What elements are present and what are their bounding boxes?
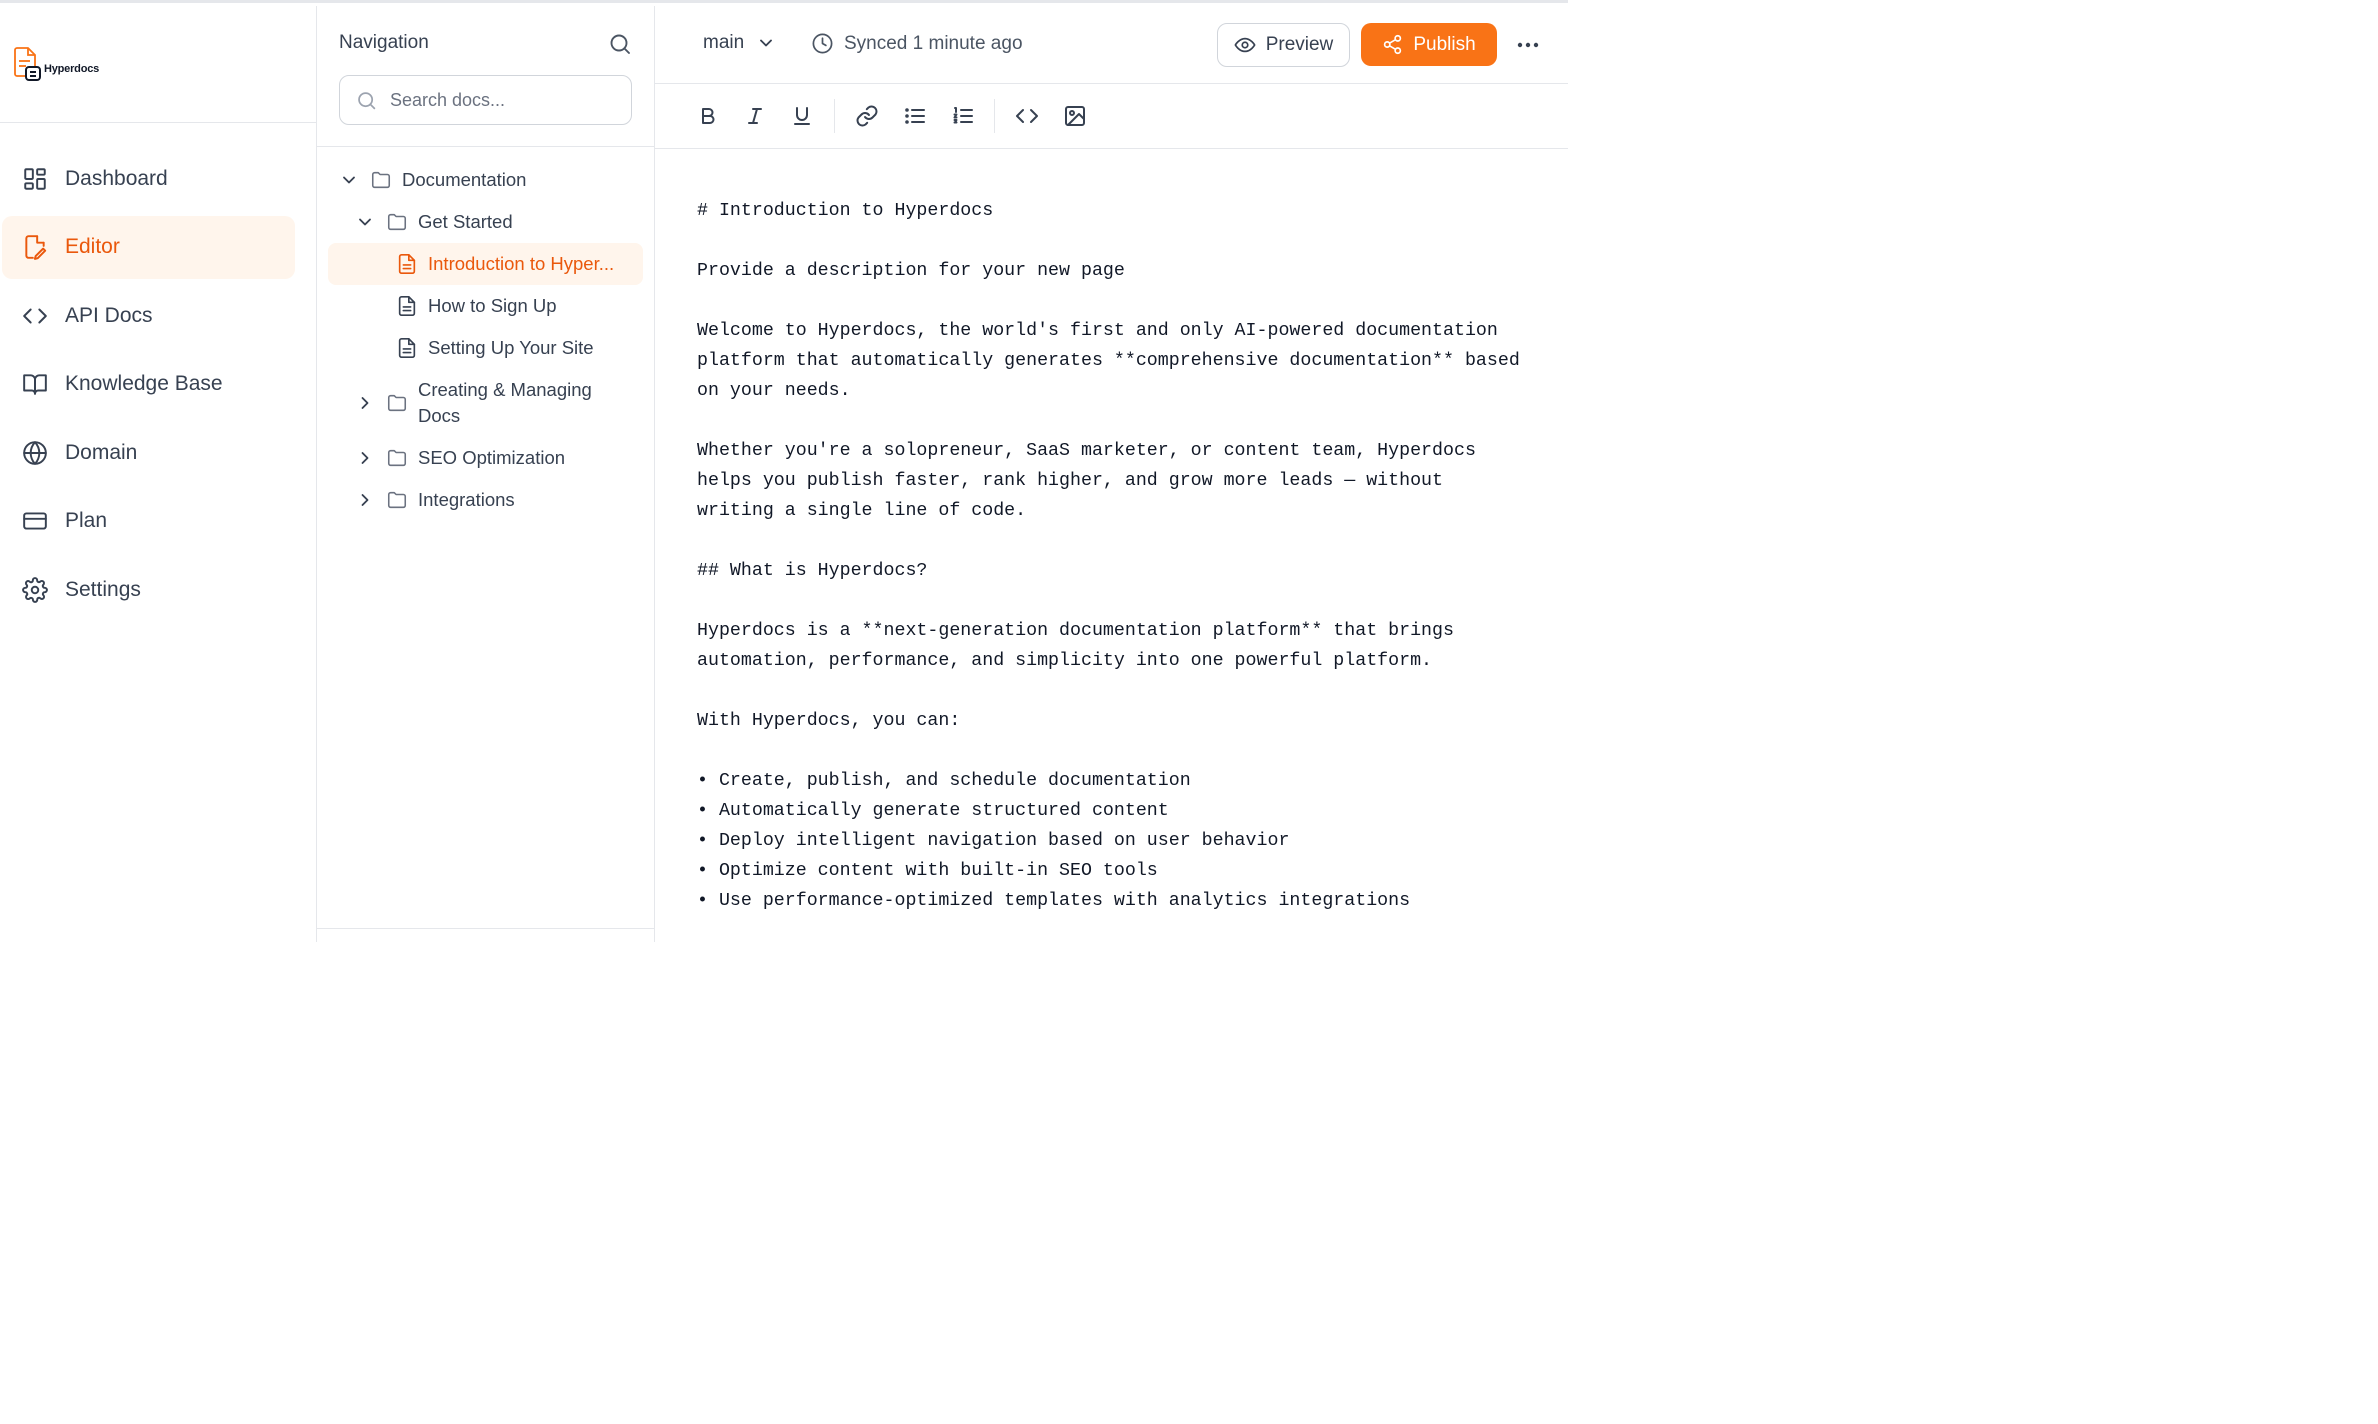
- tree-item-label: Get Started: [418, 211, 513, 232]
- editor-line: [697, 226, 1548, 256]
- branch-label: main: [703, 32, 745, 53]
- editor-line: With Hyperdocs, you can:: [697, 711, 961, 731]
- search-docs-field[interactable]: [339, 75, 632, 125]
- toolbar-divider: [994, 99, 995, 133]
- tree-folder-creating-managing-docs[interactable]: [317, 369, 654, 437]
- search-docs-input[interactable]: [390, 90, 610, 111]
- editor-line: • Use performance-optimized templates with analytics integrations: [697, 891, 1411, 911]
- formatting-toolbar: [655, 84, 1568, 149]
- code-icon: [22, 303, 48, 329]
- sidebar-item-label: Knowledge Base: [65, 372, 223, 395]
- editor-line: [697, 736, 1548, 766]
- editor-line: helps you publish faster, rank higher, and grow more leads — without: [697, 471, 1443, 491]
- editor-line: ## What is Hyperdocs?: [697, 561, 928, 581]
- eye-icon: [1234, 34, 1256, 56]
- sidebar-item-api-docs[interactable]: [2, 284, 295, 347]
- editor-line: • Create, publish, and schedule documentation: [697, 771, 1191, 791]
- editor-line: [697, 526, 1548, 556]
- clock-icon: [811, 32, 834, 55]
- editor-line: • Deploy intelligent navigation based on user behavior: [697, 831, 1290, 851]
- document-icon: [396, 337, 418, 359]
- editor-line: [697, 406, 1548, 436]
- sidebar-item-label: API Docs: [65, 303, 153, 327]
- tree-page-introduction[interactable]: [328, 243, 643, 285]
- editor-line: Welcome to Hyperdocs, the world's first and only AI-powered documentation: [697, 321, 1498, 341]
- tree-item-label: Integrations: [418, 489, 515, 510]
- tree-item-label: Setting Up Your Site: [428, 337, 594, 358]
- sidebar-item-knowledge-base[interactable]: [2, 353, 295, 416]
- link-icon[interactable]: [855, 104, 879, 128]
- search-icon[interactable]: [608, 32, 632, 56]
- tree-item-label: Introduction to Hyper...: [428, 253, 615, 274]
- chevron-down-icon[interactable]: [355, 212, 375, 232]
- chevron-down-icon[interactable]: [339, 170, 359, 190]
- editor-line: Whether you're a solopreneur, SaaS marketer, or content team, Hyperdocs: [697, 441, 1476, 461]
- chevron-down-icon: [756, 33, 776, 53]
- tree-folder-integrations[interactable]: [317, 479, 654, 521]
- tree-title: Navigation: [339, 32, 429, 53]
- folder-icon: [386, 392, 408, 414]
- numbered-list-icon[interactable]: [951, 104, 975, 128]
- main-sidebar: [0, 6, 317, 942]
- editor-line: Provide a description for your new page: [697, 261, 1125, 281]
- folder-icon: [386, 211, 408, 233]
- docs-tree: [317, 147, 654, 521]
- sidebar-item-label: Dashboard: [65, 166, 168, 190]
- sync-status: [811, 32, 1023, 55]
- publish-button[interactable]: [1361, 23, 1497, 66]
- tree-item-label: SEO Optimization: [418, 447, 566, 468]
- editor-line: • Automatically generate structured content: [697, 801, 1169, 821]
- tree-page-setting-up-your-site[interactable]: [317, 327, 654, 369]
- editor-line: platform that automatically generates **comprehensive documentation** based: [697, 351, 1520, 371]
- branch-selector[interactable]: [703, 32, 776, 54]
- editor-line: writing a single line of code.: [697, 501, 1027, 521]
- editor-line: [697, 676, 1548, 706]
- gear-icon: [22, 577, 48, 603]
- editor-line: [697, 586, 1548, 616]
- sidebar-item-label: Editor: [65, 235, 120, 258]
- tree-item-label: How to Sign Up: [428, 295, 557, 316]
- sidebar-item-label: Domain: [65, 440, 138, 464]
- editor-line: # Introduction to Hyperdocs: [697, 201, 994, 221]
- editor-line: on your needs.: [697, 381, 851, 401]
- document-icon: [396, 253, 418, 275]
- publish-button-label: Publish: [1413, 33, 1476, 55]
- editor-line: • Optimize content with built-in SEO tools: [697, 861, 1158, 881]
- italic-icon[interactable]: [743, 104, 767, 128]
- globe-icon: [22, 440, 48, 466]
- dashboard-icon: [22, 166, 48, 192]
- tree-folder-get-started[interactable]: [317, 201, 654, 243]
- document-icon: [396, 295, 418, 317]
- preview-button-label: Preview: [1265, 34, 1334, 55]
- sidebar-item-editor[interactable]: [2, 216, 295, 279]
- toolbar-divider: [834, 99, 835, 133]
- sidebar-item-label: Plan: [65, 509, 108, 532]
- sidebar-item-plan[interactable]: [2, 490, 295, 553]
- editor-line: automation, performance, and simplicity into one powerful platform.: [697, 651, 1433, 671]
- editor-line: [697, 286, 1548, 316]
- bold-icon[interactable]: [696, 104, 720, 128]
- chevron-right-icon[interactable]: [355, 448, 375, 468]
- image-icon[interactable]: [1063, 104, 1087, 128]
- sync-status-text: Synced 1 minute ago: [844, 32, 1023, 54]
- docs-navigation-panel: [317, 6, 655, 942]
- bullet-list-icon[interactable]: [903, 104, 927, 128]
- share-icon: [1382, 34, 1403, 55]
- search-icon: [356, 90, 377, 111]
- tree-folder-documentation[interactable]: [317, 159, 654, 201]
- sidebar-item-dashboard[interactable]: [2, 147, 295, 210]
- tree-folder-seo-optimization[interactable]: [317, 437, 654, 479]
- tree-item-label: Documentation: [402, 169, 527, 190]
- code-icon[interactable]: [1015, 104, 1039, 128]
- editor-icon: [22, 234, 48, 260]
- tree-item-label: Creating & Managing Docs: [418, 379, 592, 426]
- sidebar-nav: [0, 123, 316, 621]
- editor-pane: [655, 6, 1568, 942]
- tree-header: [317, 6, 654, 147]
- brand-name: Hyperdocs: [44, 63, 100, 75]
- folder-icon: [386, 489, 408, 511]
- hyperdocs-logo-icon: [13, 47, 43, 81]
- chevron-right-icon[interactable]: [355, 393, 375, 413]
- credit-card-icon: [22, 508, 48, 534]
- folder-icon: [386, 447, 408, 469]
- underline-icon[interactable]: [790, 104, 814, 128]
- folder-icon: [370, 169, 392, 191]
- book-icon: [22, 371, 48, 397]
- sidebar-item-settings[interactable]: [2, 558, 295, 621]
- tree-page-how-to-sign-up[interactable]: [317, 285, 654, 327]
- sidebar-item-domain[interactable]: [2, 421, 295, 484]
- chevron-right-icon[interactable]: [355, 490, 375, 510]
- editor-line: Hyperdocs is a **next-generation documentation platform** that brings: [697, 621, 1454, 641]
- preview-button[interactable]: [1217, 23, 1350, 67]
- brand-logo[interactable]: [0, 6, 316, 123]
- editor-topbar: [655, 6, 1568, 84]
- markdown-editor[interactable]: [697, 196, 1548, 916]
- more-options-icon[interactable]: [1515, 33, 1541, 57]
- sidebar-item-label: Settings: [65, 577, 141, 601]
- divider: [317, 928, 654, 929]
